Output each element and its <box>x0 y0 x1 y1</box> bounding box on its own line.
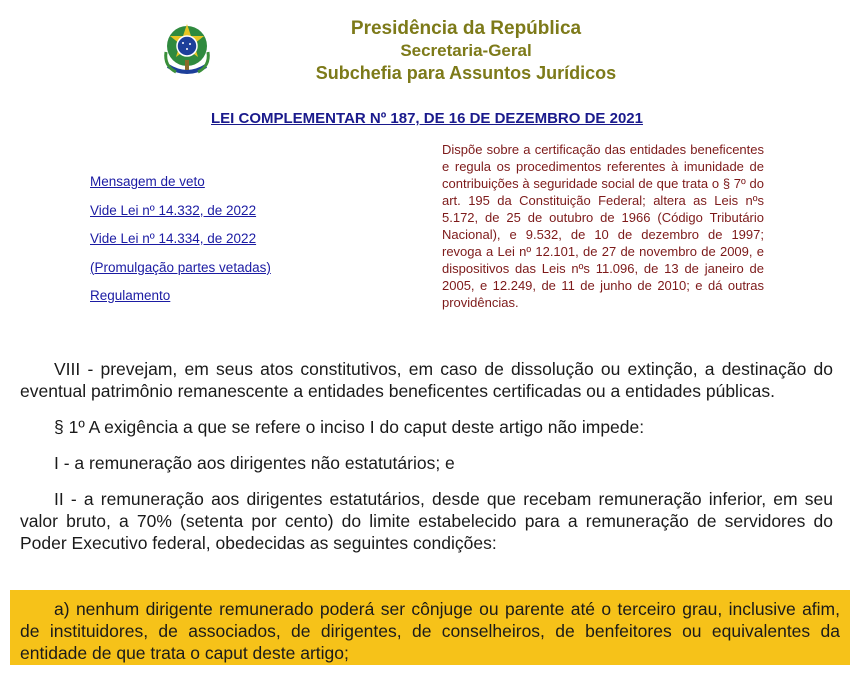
ementa: Dispõe sobre a certificação das entidades beneficentes e regula os procedimentos referentes à imunidade de contribuições à seguridade social de que trata o § 7º do art. 195 da Constituição Federal; altera as Leis nºs 5.172, de 25 de outubro de 1966 (Código Tributário Nacional), e 9.532, de 10 de dezembro de 1997; revoga a Lei nº 12.101, de 27 de novembro de 2009, e dispositivos das Leis nºs 11.096, de 13 de janeiro de 2005, e 12.249, de 11 de junho de 2010; e dá outras providências. <box>442 142 764 310</box>
highlighted-alinea <box>10 590 850 665</box>
law-title-link[interactable]: LEI COMPLEMENTAR Nº 187, DE 16 DE DEZEMBRO DE 2021 <box>211 110 643 127</box>
header <box>300 18 632 84</box>
law-body <box>20 358 833 568</box>
related-links <box>90 174 271 317</box>
header-secretaria: Secretaria-Geral <box>400 41 532 60</box>
paragrafo-1: § 1º A exigência a que se refere o inciso I do caput deste artigo não impede: <box>54 417 645 437</box>
link-lei-14334[interactable]: Vide Lei nº 14.334, de 2022 <box>90 231 257 246</box>
header-presidencia: Presidência da República <box>350 18 582 39</box>
inciso-i: I - a remuneração aos dirigentes não estatutários; e <box>54 453 455 473</box>
brazil-coat-of-arms-icon <box>160 22 214 80</box>
link-regulamento[interactable]: Regulamento <box>90 288 171 303</box>
link-mensagem-veto[interactable]: Mensagem de veto <box>90 174 205 189</box>
link-promulgacao[interactable]: (Promulgação partes vetadas) <box>90 259 271 275</box>
header-subchefia: Subchefia para Assuntos Jurídicos <box>315 63 617 83</box>
inciso-ii: II - a remuneração aos dirigentes estatutários, desde que recebam remuneração inferior, em seu valor bruto, a 70% (setenta por cento) do limite estabelecido para a remuneração de servidores do Poder Executivo federal, obedecidas as seguintes condições: <box>20 489 833 553</box>
link-lei-14332[interactable]: Vide Lei nº 14.332, de 2022 <box>90 202 257 218</box>
alinea-a: a) nenhum dirigente remunerado poderá ser cônjuge ou parente até o terceiro grau, inclusive afim, de instituidores, de associados, de dirigentes, de conselheiros, de benfeitores ou equivalentes da entidade de que trata o caput deste artigo; <box>20 599 840 663</box>
inciso-viii: VIII - prevejam, em seus atos constitutivos, em caso de dissolução ou extinção, a destinação do eventual patrimônio remanescente a entidades beneficentes certificadas ou a entidades públicas. <box>20 359 833 401</box>
